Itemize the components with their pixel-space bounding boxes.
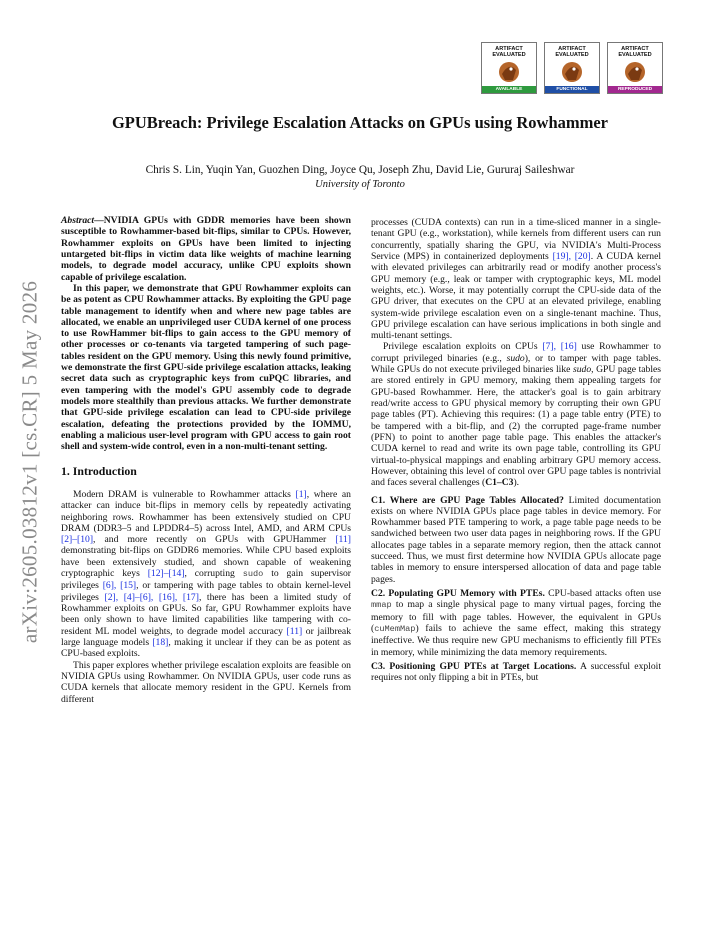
- intro-paragraph-3: [371, 217, 661, 341]
- text: , there has been a limited study of Rowhammer exploits on GPUs. So far, GPU Rowhammer exploits have been only shown to have limited capabilities like tampering with co-resident ML model weights, to degrade model accuracy: [61, 591, 351, 637]
- text: . A CUDA kernel with elevated privileges can arbitrarily read or modify another process's GPU memory (e.g., leak or tamper with cryptographic keys, ML model weights, etc.). Worse, it may potentially corrupt the CPU-side data of the GPU driver, that executes on the CPU at an elevated privilege, enabling system-wide privilege escalation even on a single-tenant machine. Thus, GPU privilege escalation can have serious implications in both single and multi-tenant settings.: [371, 250, 662, 342]
- challenge-heading: C1. Where are GPU Page Tables Allocated?: [371, 494, 564, 506]
- paper-title: GPUBreach: Privilege Escalation Attacks on GPUs using Rowhammer: [111, 113, 609, 132]
- text: CPU-based attacks often use: [544, 588, 661, 599]
- text: ) fails to achieve the same effect, making this strategy ineffective. We thus require new GPU mechanisms to efficiently fill PTEs in memory, while minimizing the data memory requirements.: [371, 622, 661, 658]
- intro-paragraph-4: [371, 341, 661, 488]
- arxiv-sidebar: [10, 262, 50, 662]
- citation-link[interactable]: [7], [16]: [542, 341, 577, 353]
- right-column: [371, 217, 661, 684]
- citation-link[interactable]: [11]: [335, 534, 351, 546]
- text: , and more recently on GPUs with GPUHammer: [93, 534, 336, 546]
- text: ).: [513, 477, 520, 489]
- abstract-paragraph-2: In this paper, we demonstrate that GPU Rowhammer exploits can be as potent as CPU Rowhammer attacks. By exploiting the GPU page table management to identify when and where new page tables are allocated, we enable an unprivileged user CUDA kernel of one process to use RowHammer bit-flips to gain access to the GPU memory of other processes or co-tenants via targeted tampering of such page-tables resident on the GPU memory. Using this newly found primitive, we demonstrate the first GPU-side privilege escalation attacks, leaking secret data such as cryptographic keys from cuPQC libraries, and even tampering with the model's GPU assembly code to degrade models more stealthily than previous attacks. We further demonstrate that GPU-side privilege escalation can lead to CPU-side privilege escalation, defeating the protections provided by the IOMMU, enabling a malicious user-level program with GPU access to gain root shell and system-wide control, even in a non-multi-tenant setting.: [61, 282, 351, 453]
- badge-line2: EVALUATED: [618, 52, 652, 59]
- text-sudo: sudo: [572, 364, 592, 376]
- text: demonstrating bit-flips on GDDR6 memories. While CPU based exploits have been extensively studied, and shown capable of weakening cryptographic keys: [61, 545, 351, 580]
- challenge-c2: [371, 588, 661, 658]
- text: to gain supervisor privileges: [61, 568, 351, 592]
- author-list: Chris S. Lin, Yuqin Yan, Guozhen Ding, Joyce Qu, Joseph Zhu, David Lie, Gururaj Saileshwar: [145, 164, 575, 176]
- citation-link[interactable]: [11]: [286, 625, 303, 637]
- citation-link[interactable]: [2]–[10]: [61, 534, 94, 546]
- text: A successful exploit requires not only flipping a bit in PTEs, but: [371, 660, 661, 684]
- badge-line2: EVALUATED: [492, 52, 526, 59]
- code-cumemmap: cuMemMap: [374, 623, 416, 634]
- text: processes (CUDA contexts) can run in a time-sliced manner in a single-tenant GPU (e.g., workstation), while kernels from different users can run concurrently, spatially sharing the GPU, via NVIDIA's Multi-Process Service (MPS) in containerized deployments: [371, 217, 661, 262]
- text: to map a single physical page to many virtual pages, forcing the memory to fill with page tables. However, the equivalent in GPUs (: [371, 599, 661, 634]
- citation-link[interactable]: [12]–[14]: [147, 568, 185, 580]
- text: , or tampering with page tables to obtain kernel-level privileges: [61, 580, 351, 603]
- text: , making it unclear if they can be as potent as CPU-based exploits.: [61, 636, 351, 660]
- citation-link[interactable]: [2], [4]–[6], [16], [17]: [104, 591, 199, 603]
- badge-label: FUNCTIONAL: [545, 86, 599, 93]
- artifact-badges: [481, 42, 663, 94]
- intro-paragraph-2: This paper explores whether privilege escalation exploits are feasible on NVIDIA GPUs using Rowhammer. On NVIDIA GPUs, user code runs as CUDA kernels that allocate memory resident in the GPU. Kernels from different: [61, 659, 351, 705]
- text: Limited documentation exists on where NVIDIA GPUs place page tables in device memory. For Rowhammer based PTE tampering to work, a page table page needs to be sandwiched between two user data pages in neighboring rows. If the GPU allocates page tables in a separate memory region, then the attack cannot succeed. Thus, we must first determine how NVIDIA GPUs allocate page tables in memory to ensure interspersed allocation of data and page table pages.: [371, 494, 661, 585]
- text-sudo: sudo: [506, 352, 525, 364]
- badge-label: REPRODUCED: [608, 86, 662, 93]
- affiliation: University of Toronto: [315, 179, 405, 190]
- artifact-badge-functional: [544, 42, 600, 94]
- acm-logo-icon: [494, 59, 524, 86]
- text: , where an attacker can induce bit-flips in memory cells by repeatedly activating neighboring rows. Rowhammer has been extensively studied on CPU DRAM (DDR3–5 and LPDDR4–5) across Intel, AMD, and ARM CPUs: [61, 488, 351, 534]
- citation-link[interactable]: [6], [15]: [102, 580, 137, 592]
- badge-line2: EVALUATED: [555, 52, 589, 59]
- abstract-paragraph-1: [61, 215, 351, 283]
- section-heading: 1. Introduction: [61, 463, 137, 478]
- acm-logo-icon: [620, 59, 650, 86]
- artifact-badge-reproduced: [607, 42, 663, 94]
- badge-line1: ARTIFACT: [621, 46, 649, 52]
- badge-line1: ARTIFACT: [495, 46, 523, 52]
- challenge-c3: [371, 661, 661, 684]
- code-sudo: sudo: [242, 569, 264, 580]
- arxiv-id: arXiv:2605.03812v1 [cs.CR] 5 May 2026: [17, 280, 42, 644]
- badge-line1: ARTIFACT: [558, 46, 586, 52]
- text: ), or to tamper with page tables. While GPUs do not execute privileged binaries like: [371, 352, 661, 376]
- badge-label: AVAILABLE: [482, 86, 536, 93]
- challenge-heading: C2. Populating GPU Memory with PTEs.: [371, 588, 545, 599]
- text: Privilege escalation exploits on CPUs: [383, 341, 543, 353]
- text: Modern DRAM is vulnerable to Rowhammer attacks: [73, 488, 296, 500]
- citation-link[interactable]: [18]: [152, 636, 169, 648]
- challenge-heading: C3. Positioning GPU PTEs at Target Locations.: [371, 660, 577, 672]
- abstract-label: Abstract: [61, 215, 95, 226]
- artifact-badge-available: [481, 42, 537, 94]
- text: or jailbreak large language models: [61, 625, 351, 648]
- citation-link[interactable]: [19], [20]: [552, 250, 591, 262]
- text: use Rowhammer to corrupt privileged binaries (e.g.,: [371, 341, 661, 364]
- text: , corrupting: [184, 568, 243, 580]
- code-mmap: mmap: [371, 600, 392, 611]
- acm-logo-icon: [557, 59, 587, 86]
- intro-paragraph-1: [61, 489, 351, 660]
- challenge-c1: [371, 495, 661, 586]
- challenge-range: C1–C3: [485, 477, 514, 489]
- citation-link[interactable]: [1]: [295, 488, 307, 500]
- left-column: [61, 215, 351, 705]
- abstract-text: —NVIDIA GPUs with GDDR memories have been shown susceptible to Rowhammer-based bit-flips, similar to CPUs. However, Rowhammer exploits on GPUs have been limited to injecting untargeted bit-flips in victim data like weights of machine learning models, to degrade model accuracy, unlike CPU exploits shown capable of privilege escalation.: [61, 215, 351, 283]
- text: , GPU page tables are stored entirely in GPU memory, making them appealing targets for GPU-based Rowhammer. Here, the attacker's goal is to gain arbitrary read/write access to GPU physical memory by corrupting their own GPU page tables (PT). Achieving this requires: (1) a page table entry (PTE) to be tampered with a bit-flip, and (2) the corrupted page-frame number (PFN) to point to another page table page. This enables the attacker's CUDA kernel to read and write its own page table, controlling its GPU virtual-to-physical mappings and enabling arbitrary GPU memory access. However, obtaining this level of control over GPU page tables is nontrivial and faces several challenges (: [371, 364, 661, 489]
